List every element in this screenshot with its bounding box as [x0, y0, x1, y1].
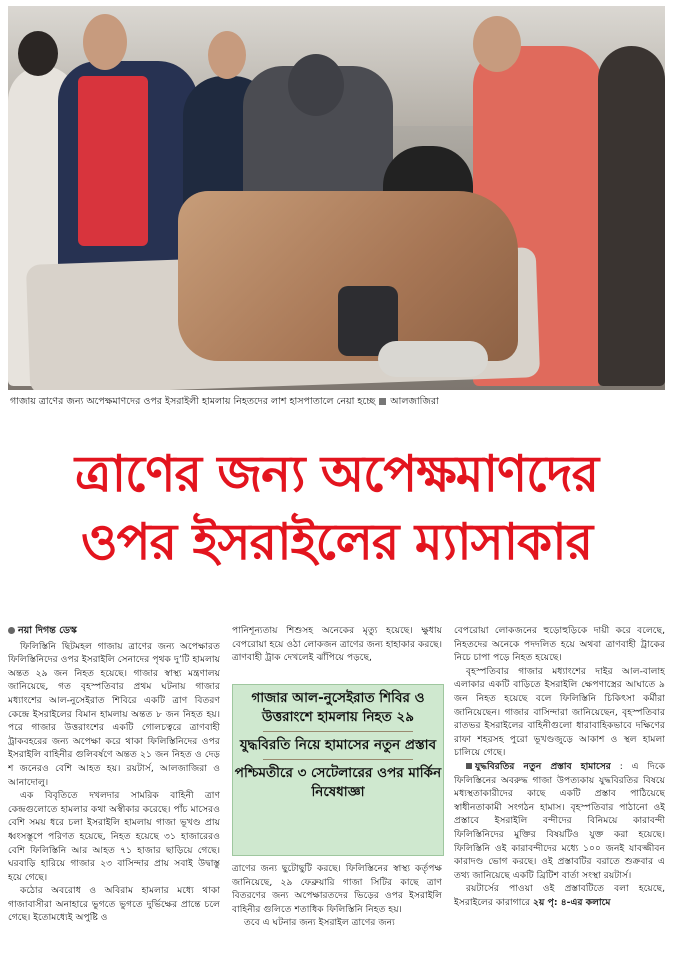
paragraph: কঠোর অবরোধ ও অবিরাম হামলার মধ্যে থাকা গাজাবাসীরা অনাহারে ভুগতে ভুগতে দুর্ভিক্ষের প্রান্তে চলে গেছে। ইতোমধ্যেই অপুষ্টি ও	[8, 885, 220, 924]
news-photo	[8, 6, 665, 390]
highlight-item-1: গাজার আল-নুসেইরাত শিবির ও উত্তরাংশে হামলায় নিহত ২৯	[251, 690, 425, 725]
square-icon	[466, 763, 472, 769]
headline-line-2: ওপর ইসরাইলের ম্যাসাকার	[80, 513, 593, 571]
subhead-paragraph: যুদ্ধবিরতির নতুন প্রস্তাব হামাসের : এ দিকে ফিলিস্তিনের অবরুদ্ধ গাজা উপত্যকায় যুদ্ধবিরতির বিষয়ে মধ্যস্থতাকারীদের কাছে একটি প্রস্তাব পাঠিয়েছে স্বাধীনতাকামী সংগঠন হামাস। বৃহস্পতিবার পাঠানো ওই প্রস্তাবে ইসরাইলি বন্দীদের বিনিময়ে কারাবন্দী ফিলিস্তিনিদের মুক্তির বিষয়টিও যুক্ত করা হয়েছে। ফিলিস্তিনি ওই কারাবন্দীদের মধ্যে ১০০ জনই যাবজ্জীবন কারাদণ্ড ভোগ করছে। ওই প্রস্তাবটির বরাতে শুক্রবার এ তথ্য জানিয়েছে একটি ব্রিটিশ বার্তা সংস্থা রয়টার্স।	[454, 760, 665, 881]
divider	[263, 731, 413, 732]
article-column-1	[8, 624, 220, 956]
paragraph: বেপরোয়া লোকজনের হুড়োহুড়িকে দায়ী করে বলেছে, নিহতদের অনেকে পদদলিত হয়ে অথবা ত্রাণবাহী ট্রাকের নিচে চাপা পড়ে নিহত হয়েছে।	[454, 625, 665, 664]
photo-caption	[10, 393, 665, 411]
article-column-2-bottom	[232, 862, 442, 956]
paragraph: ত্রাণের জন্য ছুটোছুটি করছে। ফিলিস্তিনের স্বাস্থ্য কর্তৃপক্ষ জানিয়েছে, ২৯ ফেব্রুয়ারি গাজা সিটির কাছে ত্রাণ বিতরণের জন্য অপেক্ষারতদের ভিড়ের ওপর ইসরাইলি বাহিনীর গুলিতে শতাধিক ফিলিস্তিনি নিহত হয়।	[232, 863, 442, 915]
bullet-icon	[8, 627, 15, 634]
highlight-item-2: যুদ্ধবিরতি নিয়ে হামাসের নতুন প্রস্তাব	[239, 737, 437, 753]
highlight-item-3: পশ্চিমতীরে ৩ সেটেলারের ওপর মার্কিন নিষেধাজ্ঞা	[234, 765, 442, 800]
paragraph: এক বিবৃতিতে দখলদার সামরিক বাহিনী ত্রাণ কেন্দ্রগুলোতে হামলার কথা অস্বীকার করেছে। পাঁচ মাসেরও বেশি সময় ধরে চলা ইসরাইলি হামলায় গাজা ভূখণ্ড প্রায় ধ্বংসস্তূপে পরিণত হয়েছে, নিহত হয়েছে ৩১ হাজারেরও বেশি ফিলিস্তিনি আর আহত ৭১ হাজার ছাড়িয়ে গেছে। ঘরবাড়ি হারিয়ে গাজার ২৩ বাসিন্দার প্রায় সবাই উদ্বাস্তু হয়ে গেছে।	[8, 790, 220, 883]
article-column-3	[454, 624, 665, 954]
article-column-2-top	[232, 624, 442, 682]
headline	[0, 440, 673, 576]
highlight-box	[232, 684, 444, 856]
paragraph: তবে এ ঘটনার জন্য ইসরাইল ত্রাণের জন্য	[244, 917, 395, 929]
caption-text: গাজায় ত্রাণের জন্য অপেক্ষমাণদের ওপর ইসরাইলী হামলায় নিহতদের লাশ হাসপাতালে নেয়া হচ্ছে	[10, 396, 376, 407]
paragraph: ফিলিস্তিনি ছিটমহল গাজায় ত্রাণের জন্য অপেক্ষারত ফিলিস্তিনিদের ওপর ইসরাইলি সেনাদের পৃথক দু’টি হামলায় অন্তত ২৯ জন নিহত হয়েছে। গাজার স্বাস্থ্য মন্ত্রণালয় জানিয়েছে, গত বৃহস্পতিবার প্রথম ঘটনায় গাজার মধ্যাংশের আল-নুসেইরাত শিবিরে একটি ত্রাণ বিতরণ কেন্দ্রে ইসরাইলের বিমান হামলায় অন্তত ৮ জন নিহত হয়। পরে গাজার উত্তরাংশের একটি গোলচত্বরে ত্রাণবাহী ট্রাকবহরের জন্য অপেক্ষা করে থাকা ফিলিস্তিনিদের ওপর ইসরাইলি বাহিনীর গুলিবর্ষণে অন্তত ২১ জন নিহত ও দেড় শ জনেরও বেশি আহত হয়। রয়টার্স, আলজাজিরা ও আনাদোলু।	[8, 640, 220, 788]
square-icon	[379, 398, 386, 405]
subhead: যুদ্ধবিরতির নতুন প্রস্তাব হামাসের	[475, 760, 611, 772]
byline: নয়া দিগন্ত ডেস্ক	[8, 624, 220, 638]
divider	[263, 759, 413, 760]
paragraph: বৃহস্পতিবার গাজার মধ্যাংশের দাইর আল-বালাহ এলাকার একটি বাড়িতে ইসরাইলি ক্ষেপণাস্ত্রের আঘাতে ৯ জন নিহত হয়েছে বলে ফিলিস্তিনি চিকিৎসা কর্মীরা জানিয়েছেন। গাজার বাসিন্দারা জানিয়েছেন, বৃহস্পতিবার রাতভর ইসরাইলের বাহিনীগুলো ধারাবাহিকভাবে দক্ষিণের রাফা শহরসহ পুরো ভূখণ্ডজুড়ে আকাশ ও স্থল হামলা চালিয়ে গেছে।	[454, 665, 665, 759]
paragraph: রয়টার্সের পাওয়া ওই প্রস্তাবটিতে বলা হয়েছে, ইসরাইলের কারাগারে ২য় পৃ: ৪-এর কলামে	[454, 883, 665, 908]
paragraph: পানিশূন্যতায় শিশুসহ অনেকের মৃত্যু হয়েছে। ক্ষুধায় বেপরোয়া হয়ে ওঠা লোকজন ত্রাণের জন্য হাহাকার করছে। ত্রাণবাহী ট্রাক দেখলেই ঝাঁপিয়ে পড়ছে,	[232, 625, 442, 664]
continued-link[interactable]: ২য় পৃ: ৪-এর কলামে	[533, 896, 611, 908]
headline-line-1: ত্রাণের জন্য অপেক্ষমাণদের	[74, 445, 599, 503]
caption-credit: আলজাজিরা	[390, 396, 439, 407]
